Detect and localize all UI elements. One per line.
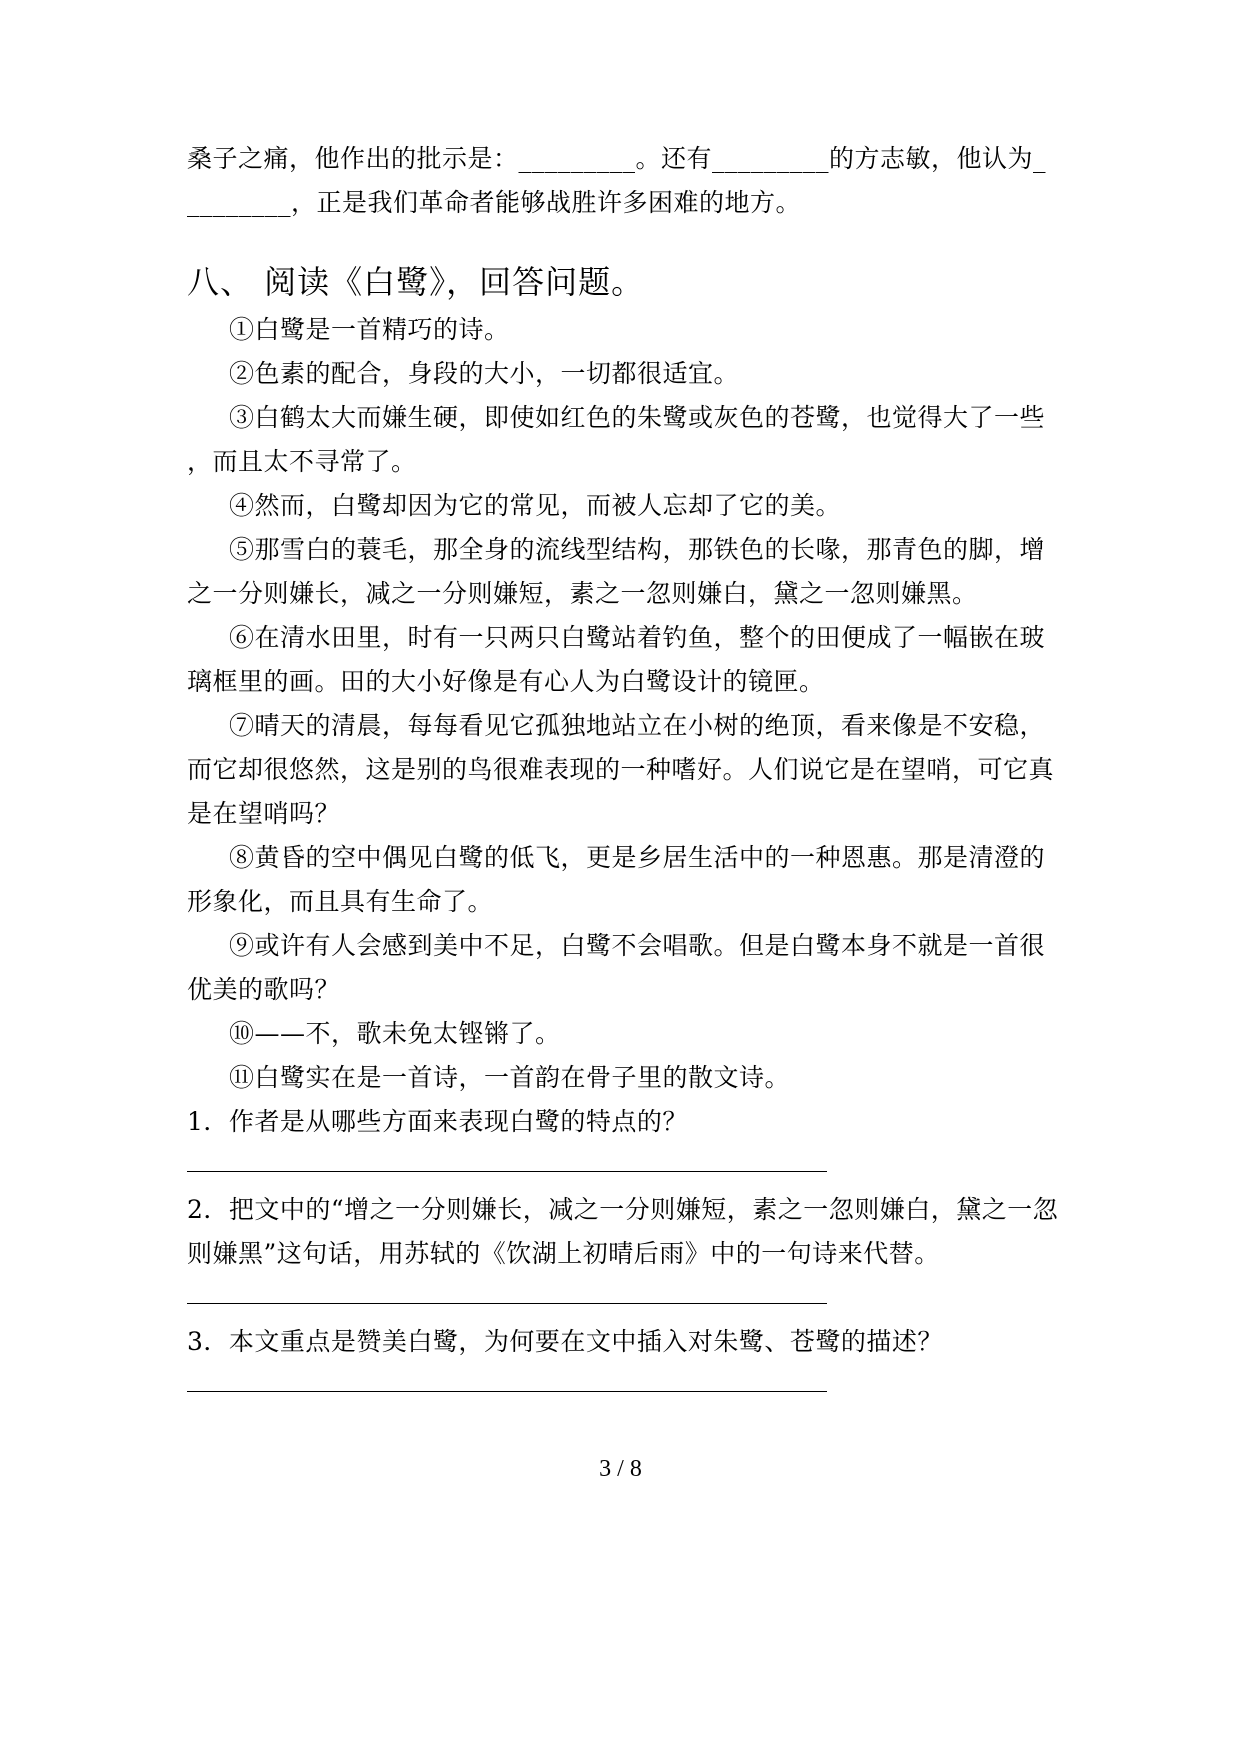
section-heading: 八、 阅读《白鹭》，回答问题。 [187, 263, 645, 301]
question-2-cont: 则嫌黑”这句话，用苏轼的《饮湖上初晴后雨》中的一句诗来代替。 [187, 1239, 940, 1268]
passage-paragraph-10: ⑩——不，歌未免太铿锵了。 [229, 1019, 561, 1048]
passage-paragraph-6: ⑥在清水田里，时有一只两只白鹭站着钓鱼，整个的田便成了一幅嵌在玻 [229, 623, 1046, 652]
passage-paragraph-9-cont: 优美的歌吗？ [187, 975, 341, 1004]
passage-paragraph-4: ④然而，白鹭却因为它的常见，而被人忘却了它的美。 [229, 491, 842, 520]
passage-paragraph-7: ⑦晴天的清晨，每每看见它孤独地站立在小树的绝顶，看来像是不安稳， [229, 711, 1046, 740]
answer-line-1[interactable] [187, 1171, 827, 1172]
answer-line-2[interactable] [187, 1303, 827, 1304]
passage-paragraph-5: ⑤那雪白的蓑毛，那全身的流线型结构，那铁色的长喙，那青色的脚，增 [229, 535, 1046, 564]
question-1: 1．作者是从哪些方面来表现白鹭的特点的？ [187, 1107, 688, 1136]
passage-paragraph-9: ⑨或许有人会感到美中不足，白鹭不会唱歌。但是白鹭本身不就是一首很 [229, 931, 1046, 960]
passage-paragraph-3: ③白鹤太大而嫌生硬，即使如红色的朱鹭或灰色的苍鹭，也觉得大了一些 [229, 403, 1046, 432]
preceding-text-line-1: 桑子之痛，他作出的批示是：_________。还有_________的方志敏，他认为_ [187, 144, 1047, 173]
preceding-text-line-2: ________，正是我们革命者能够战胜许多困难的地方。 [187, 188, 802, 217]
passage-paragraph-5-cont: 之一分则嫌长，减之一分则嫌短，素之一忽则嫌白，黛之一忽则嫌黑。 [187, 579, 978, 608]
passage-paragraph-8: ⑧黄昏的空中偶见白鹭的低飞，更是乡居生活中的一种恩惠。那是清澄的 [229, 843, 1046, 872]
passage-paragraph-8-cont: 形象化，而且具有生命了。 [187, 887, 494, 916]
question-3: 3．本文重点是赞美白鹭，为何要在文中插入对朱鹭、苍鹭的描述？ [187, 1327, 943, 1356]
passage-paragraph-11: ⑪白鹭实在是一首诗，一首韵在骨子里的散文诗。 [229, 1063, 791, 1092]
question-2: 2．把文中的“增之一分则嫌长，减之一分则嫌短，素之一忽则嫌白，黛之一忽 [187, 1195, 1059, 1224]
passage-paragraph-1: ①白鹭是一首精巧的诗。 [229, 315, 510, 344]
answer-line-3[interactable] [187, 1391, 827, 1392]
passage-paragraph-2: ②色素的配合，身段的大小，一切都很适宜。 [229, 359, 740, 388]
passage-paragraph-7-cont-1: 而它却很悠然，这是别的鸟很难表现的一种嗜好。人们说它是在望哨，可它真 [187, 755, 1055, 784]
page-number: 3 / 8 [599, 1456, 642, 1482]
passage-paragraph-7-cont-2: 是在望哨吗？ [187, 799, 341, 828]
passage-paragraph-6-cont: 璃框里的画。田的大小好像是有心人为白鹭设计的镜匣。 [187, 667, 825, 696]
passage-paragraph-3-cont: ，而且太不寻常了。 [187, 447, 417, 476]
